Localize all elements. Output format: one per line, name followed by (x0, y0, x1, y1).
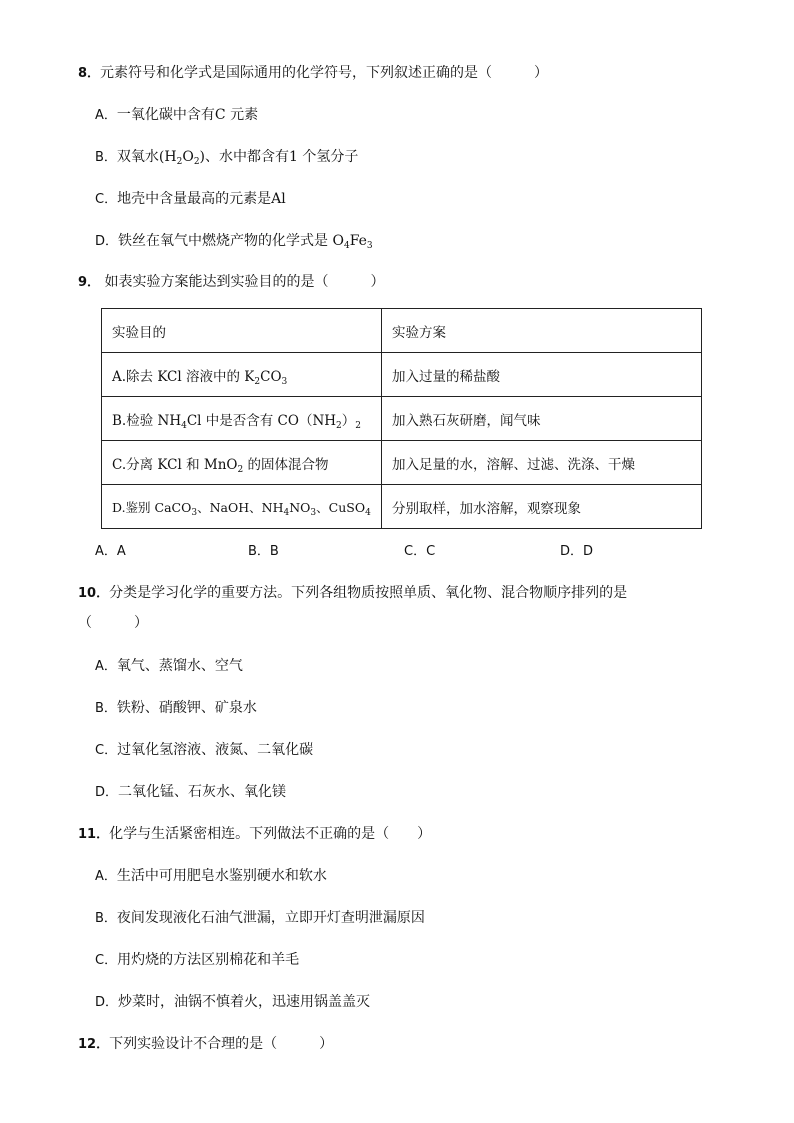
question-number: 8． (78, 66, 101, 81)
option-label: D． (95, 785, 119, 800)
table-row (102, 397, 702, 441)
option-text: 过氧化氢溶液、液氮、二氧化碳 (117, 742, 314, 758)
question-text: 分类是学习化学的重要方法。下列各组物质按照单质、氧化物、混合物顺序排列的是 (109, 585, 628, 601)
option-label: D． (95, 234, 119, 249)
cell-text: 、NaOH、NH (197, 499, 284, 515)
question-text: 下列实验设计不合理的是（ ） (109, 1036, 334, 1052)
q10-option-a[interactable] (95, 657, 243, 676)
option-text: 地壳中含量最高的元素是Al (117, 191, 286, 207)
q10-option-d[interactable] (95, 783, 286, 802)
purpose-cell (102, 397, 382, 441)
subscript: 2 (254, 376, 261, 387)
q9-choice-d[interactable]: D．D (560, 544, 594, 559)
option-label: A． (95, 659, 117, 674)
q11-option-a[interactable] (95, 867, 327, 886)
table-header-row (102, 309, 702, 353)
table-row (102, 353, 702, 397)
option-label: A． (95, 108, 117, 123)
q10-option-c[interactable] (95, 741, 313, 760)
option-label: C． (95, 953, 118, 968)
subscript: 2 (355, 420, 362, 431)
subscript: 3 (191, 507, 198, 518)
option-text: 用灼烧的方法区别棉花和羊毛 (117, 952, 300, 968)
question-text: 元素符号和化学式是国际通用的化学符号，下列叙述正确的是（ ） (100, 65, 549, 81)
cell-text: 、CuSO (316, 499, 366, 515)
option-label: A． (95, 869, 117, 884)
table-row (102, 485, 702, 529)
cell-text: 的固体混合物 (243, 456, 329, 473)
option-text: 生活中可用肥皂水鉴别硬水和软水 (116, 868, 327, 884)
purpose-cell (102, 485, 382, 529)
question-10-stem (78, 584, 627, 603)
option-label: C． (95, 192, 118, 207)
subscript: 2 (193, 157, 200, 167)
purpose-cell (102, 441, 382, 485)
question-text: 如表实验方案能达到实验目的的是（ ） (100, 274, 385, 290)
question-text: 化学与生活紧密相连。下列做法不正确的是（ ） (109, 826, 432, 842)
option-text-part: Fe (349, 233, 367, 249)
plan-cell: 加入熟石灰研磨，闻气味 (382, 397, 702, 441)
plan-cell: 加入足量的水，溶解、过滤、洗涤、干燥 (382, 441, 702, 485)
question-9-stem (78, 273, 385, 292)
subscript: 2 (336, 420, 342, 431)
cell-text: B.检验 NH (112, 412, 182, 429)
option-text: 夜间发现液化石油气泄漏，立即开灯查明泄漏原因 (116, 910, 425, 926)
option-text: 一氧化碳中含有C 元素 (116, 107, 259, 123)
q8-option-d[interactable] (95, 232, 373, 251)
subscript: 3 (281, 376, 288, 387)
subscript: 2 (176, 157, 183, 167)
cell-text: ） (341, 412, 356, 429)
q11-option-c[interactable] (95, 951, 299, 970)
q10-option-b[interactable] (95, 699, 257, 718)
subscript: 4 (365, 507, 371, 518)
plan-cell: 分别取样，加水溶解，观察现象 (382, 485, 702, 529)
option-text: 氧气、蒸馏水、空气 (116, 658, 243, 674)
table-row (102, 441, 702, 485)
header-plan: 实验方案 (382, 309, 702, 353)
option-text-part: 双氧水(H (116, 149, 177, 165)
question-12-stem (78, 1035, 333, 1054)
option-text-part: O (182, 149, 194, 165)
question-11-stem (78, 825, 431, 844)
q8-option-b[interactable] (95, 148, 358, 167)
cell-text: D.鉴别 CaCO (112, 499, 192, 515)
question-8-stem (78, 64, 548, 83)
q8-option-c[interactable] (95, 190, 286, 209)
subscript: 3 (366, 241, 373, 251)
q11-option-b[interactable] (95, 909, 425, 928)
option-label: C． (95, 743, 118, 758)
subscript: 4 (283, 507, 290, 518)
cell-text: NO (289, 499, 311, 515)
purpose-cell (102, 353, 382, 397)
option-label: D． (95, 995, 119, 1010)
cell-text: Cl 中是否含有 CO（NH (186, 412, 337, 429)
option-label: B． (95, 150, 117, 165)
option-label: B． (95, 701, 117, 716)
q9-choice-b[interactable]: B．B (248, 544, 279, 559)
q11-option-d[interactable] (95, 993, 370, 1012)
option-text: 炒菜时，油锅不慎着火，迅速用锅盖盖灭 (118, 994, 371, 1010)
header-purpose: 实验目的 (102, 309, 382, 353)
question-10-stem-continued: （ ） (78, 615, 148, 631)
question-number: 10． (78, 586, 110, 601)
question-number: 9． (78, 275, 101, 290)
subscript: 4 (343, 241, 350, 251)
option-text: 二氧化锰、石灰水、氧化镁 (118, 784, 287, 800)
subscript: 2 (237, 464, 244, 475)
plan-cell: 加入过量的稀盐酸 (382, 353, 702, 397)
cell-text: C.分离 KCl 和 MnO (112, 456, 238, 473)
option-text-part: )、水中都含有1 个氢分子 (199, 149, 359, 165)
cell-text: A.除去 KCl 溶液中的 K (112, 368, 255, 385)
option-text: 铁粉、硝酸钾、矿泉水 (116, 700, 257, 716)
q9-choice-c[interactable]: C．C (404, 544, 436, 559)
q8-option-a[interactable] (95, 106, 258, 125)
subscript: 3 (310, 507, 317, 518)
option-text-part: 铁丝在氧气中燃烧产物的化学式是 O (118, 233, 344, 249)
cell-text: CO (260, 368, 282, 385)
subscript: 4 (181, 420, 187, 431)
option-label: B． (95, 911, 117, 926)
experiment-table (101, 308, 702, 529)
q9-choice-a[interactable]: A．A (95, 544, 126, 559)
question-number: 12． (78, 1037, 110, 1052)
question-number: 11． (78, 827, 110, 842)
